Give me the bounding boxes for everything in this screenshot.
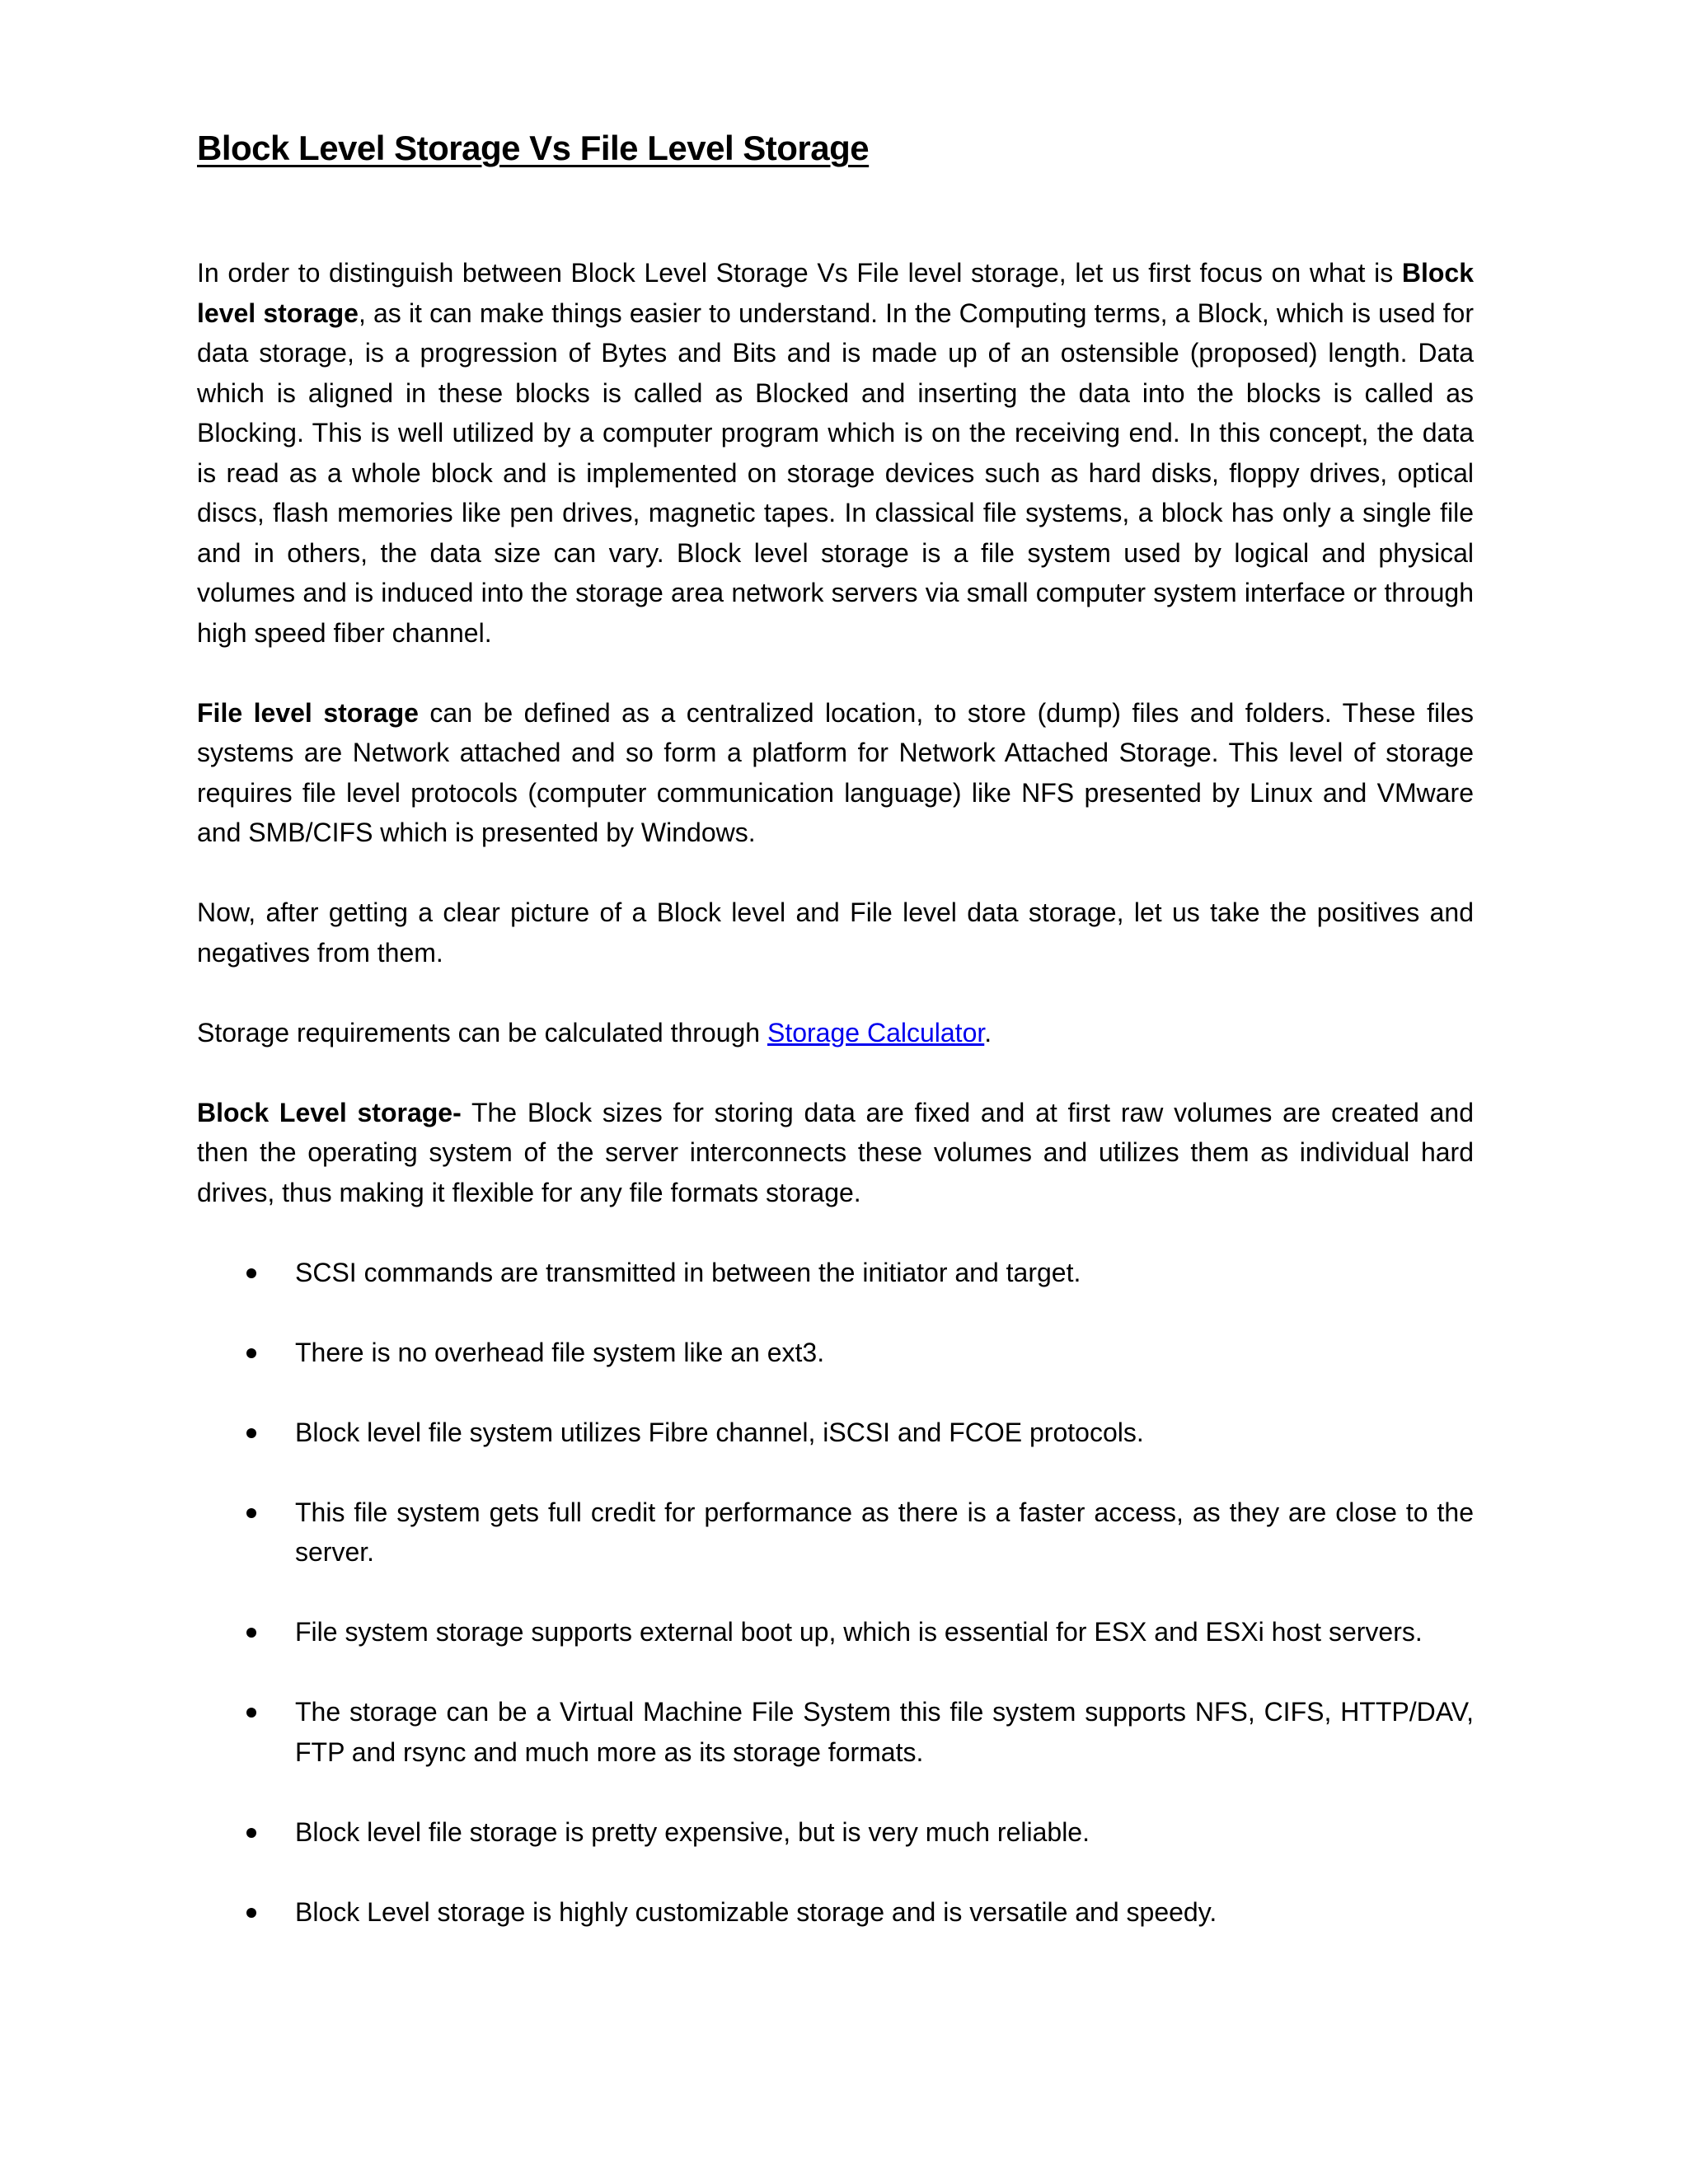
bullet-icon [246, 1828, 256, 1838]
list-item [197, 1812, 1474, 1853]
text: can be defined as a centralized location, to store (dump) files and folders. These files systems are Network attached and so form a platform for Network Attached Storage. This level of storage requires file level protocols (computer communication language) like NFS presented by Linux and VMware and SMB/CIFS which is presented by Windows. [197, 697, 1475, 847]
bullet-icon [246, 1428, 256, 1438]
bullet-icon [246, 1268, 256, 1278]
bullet-icon [246, 1348, 256, 1358]
storage-calculator-link[interactable]: Storage Calculator [767, 1017, 985, 1047]
list-item [197, 1892, 1474, 1933]
text: In order to distinguish between Block Level Storage Vs File level storage, let us first focus on what is [197, 258, 1402, 288]
text: . [984, 1017, 992, 1047]
list-item [197, 1413, 1474, 1453]
list-item [197, 1692, 1474, 1772]
text: Storage requirements can be calculated through [197, 1017, 767, 1047]
document-body [197, 253, 1474, 1932]
list-item-text: There is no overhead file system like an ext3. [295, 1337, 825, 1367]
list-item [197, 1253, 1474, 1293]
paragraph-block-level [197, 1093, 1474, 1213]
bold-term: File level storage [197, 697, 419, 728]
paragraph-intro [197, 253, 1474, 653]
list-item [197, 1333, 1474, 1373]
document-page [197, 124, 1474, 1972]
list-item-text: Block level file system utilizes Fibre channel, iSCSI and FCOE protocols. [295, 1417, 1144, 1447]
list-item-text: File system storage supports external boot up, which is essential for ESX and ESXi host servers. [295, 1617, 1423, 1647]
list-item-text: This file system gets full credit for performance as there is a faster access, as they are close to the server. [295, 1497, 1474, 1567]
text: The Block sizes for storing data are fixed and at first raw volumes are created and then the operating system of the server interconnects these volumes and utilizes them as individual hard drives, thus making it flexible for any file formats storage. [197, 1097, 1475, 1207]
bold-term: Block Level storage- [197, 1097, 462, 1127]
list-item [197, 1612, 1474, 1652]
paragraph-calculator [197, 1013, 1474, 1053]
bold-term: Block level storage [197, 258, 1474, 328]
bullet-icon [246, 1908, 256, 1918]
paragraph-file-level [197, 693, 1474, 853]
list-item-text: The storage can be a Virtual Machine File System this file system supports NFS, CIFS, HTTP/DAV, FTP and rsync and much more as its storage formats. [295, 1697, 1474, 1767]
list-item-text: SCSI commands are transmitted in between the initiator and target. [295, 1257, 1081, 1287]
list-item [197, 1493, 1474, 1572]
bullet-icon [246, 1628, 256, 1638]
bullet-icon [246, 1508, 256, 1518]
bullet-list [197, 1253, 1474, 1933]
bullet-icon [246, 1708, 256, 1718]
paragraph-transition: Now, after getting a clear picture of a Block level and File level data storage, let us take the positives and negatives from them. [197, 898, 1474, 968]
document-title: Block Level Storage Vs File Level Storage [197, 129, 870, 167]
list-item-text: Block level file storage is pretty expensive, but is very much reliable. [295, 1816, 1090, 1847]
text: , as it can make things easier to understand. In the Computing terms, a Block, which is used for data storage, is a progression of Bytes and Bits and is made up of an ostensible (proposed) length. Data which is aligned in these blocks is called as Blocked and inserting the data into the blocks is called as Blocking. This is well utilized by a computer program which is on the receiving end. In this concept, the data is read as a whole block and is implemented on storage devices such as hard disks, floppy drives, optical discs, flash memories like pen drives, magnetic tapes. In classical file systems, a block has only a single file and in others, the data size can vary. Block level storage is a file system used by logical and physical volumes and is induced into the storage area network servers via small computer system interface or through high speed fiber channel. [197, 298, 1475, 648]
list-item-text: Block Level storage is highly customizable storage and is versatile and speedy. [295, 1896, 1217, 1927]
